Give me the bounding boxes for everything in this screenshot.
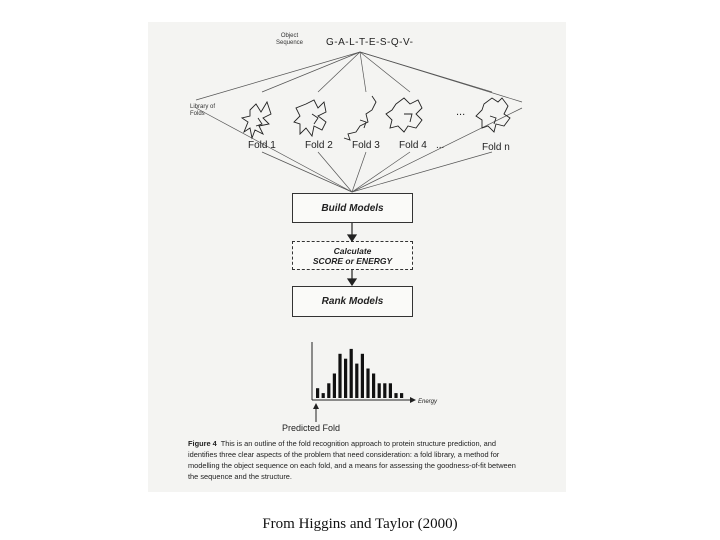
hist-bar-2 [322,393,325,398]
fold-2-label: Fold 2 [305,140,333,151]
hist-bar-7 [350,349,353,398]
hist-bar-1 [316,388,319,398]
hist-bar-4 [333,374,336,399]
hist-bar-15 [394,393,397,398]
figure-caption [188,438,518,482]
fold-ellipsis: ... [436,140,445,151]
caption-figure-label: Figure 4 [188,439,217,448]
hist-bar-11 [372,374,375,399]
hist-bar-3 [327,383,330,398]
hist-bar-8 [355,364,358,398]
object-sequence-label-text: Object Sequence [276,33,304,46]
sequence-to-folds-lines [196,52,522,102]
calculate-label: Calculate [333,245,372,256]
caption-text: This is an outline of the fold recognition approach to protein structure prediction, and identifies three clear aspects of the problem that need consideration: a fold library, a method for modelling the object sequence on each fold, and a means for assessing the goodness-of-fit between the sequence and the structure. [188,439,516,481]
source-attribution: From Higgins and Taylor (2000) [262,516,458,532]
fold-n-structure [476,98,510,132]
calculate-score-box [292,241,413,270]
fold-4-label: Fold 4 [399,140,427,151]
top-ellipsis: ... [456,106,466,118]
arrow-calc-to-rank-head [348,279,356,285]
energy-axis-label: Energy [418,399,438,405]
fold-1-structure [242,102,271,138]
library-of-folds-label-text: Library of Folds [190,104,216,117]
predicted-fold-pointer-head [313,403,319,409]
hist-bar-16 [400,393,403,398]
build-models-box [292,193,413,223]
predicted-fold-label: Predicted Fold [282,423,341,433]
fold-4-structure [386,98,422,132]
hist-bar-13 [383,383,386,398]
hist-bar-9 [361,354,364,398]
hist-bar-10 [366,369,369,399]
hist-bar-6 [344,359,347,398]
hist-x-arrowhead [410,397,416,403]
hist-bar-14 [389,383,392,398]
fold-3-structure [344,96,376,140]
rank-models-label: Rank Models [321,296,384,307]
score-energy-label: SCORE or ENERGY [312,255,393,266]
hist-bar-5 [338,354,341,398]
fold-1-label: Fold 1 [248,140,276,151]
object-sequence: G-A-L-T-E-S-Q-V- [326,37,414,48]
energy-histogram [312,342,416,403]
fold-3-label: Fold 3 [352,140,380,151]
rank-models-box [292,286,413,317]
library-of-folds-label [190,104,215,118]
object-sequence-label [276,33,303,47]
fold-n-label: Fold n [482,142,510,153]
fold-2-structure [294,100,326,136]
hist-bar-12 [378,383,381,398]
build-models-label: Build Models [321,202,384,214]
